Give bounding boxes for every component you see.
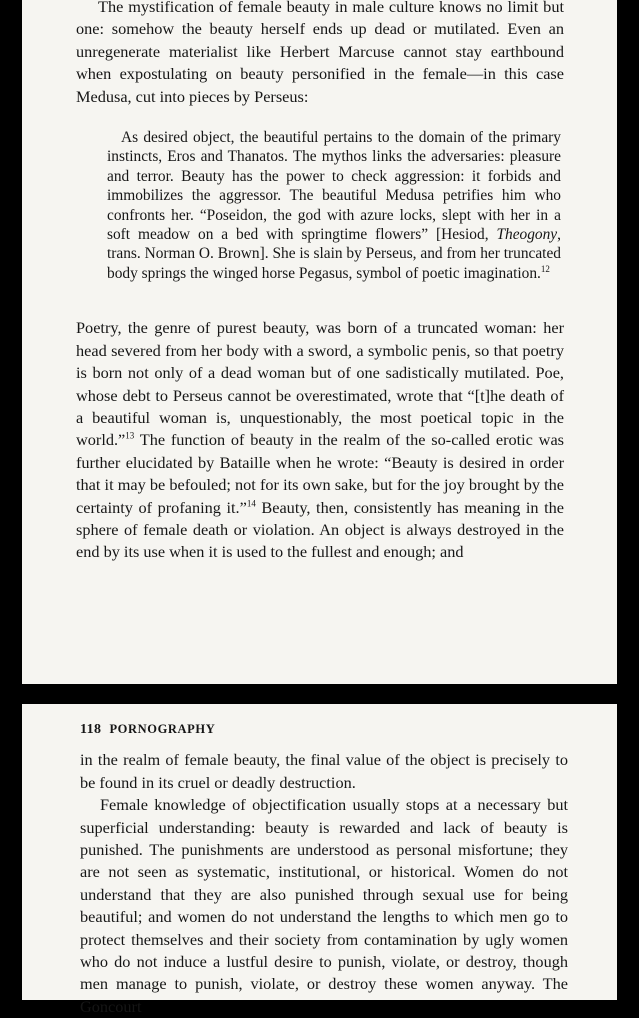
- page-number: 118: [80, 722, 102, 737]
- footnote-marker-12: 12: [540, 263, 550, 274]
- poetry-text-part3: Beauty, then, consistently has meaning in the sphere of female death or violation. An object is always destroyed in the end by its use when it is used to the fullest and enough; and: [76, 497, 564, 562]
- block-quote-marcuse: [107, 128, 561, 283]
- quote-italic-title: Theogony: [496, 226, 558, 244]
- quote-text-part1: As desired object, the beautiful pertains to the domain of the primary instincts, Eros and Thanatos. The mythos links the adversaries: pleasure and terror. Beauty has the power to check aggression: it forbids and immobilizes the aggressor. The beautiful Medusa petrifies him who confronts her. “Poseidon, the god with azure locks, slept with her in a soft meadow on a bed with springtime flowers” [Hesiod,: [107, 129, 561, 244]
- upper-page-text: [76, 0, 564, 564]
- quote-text-part2: , trans. Norman O. Brown]. She is slain by Perseus, and from her truncated body springs the winged horse Pegasus, symbol of poetic imagination.: [107, 226, 561, 282]
- running-head: [80, 718, 568, 741]
- poetry-text-part2: The function of beauty in the realm of the so-called erotic was further elucidated by Bataille when he wrote: “Beauty is desired in order that it may be befouled; not for its own sake, but for the joy brought by the certainty of profaning it.”: [76, 430, 564, 517]
- upper-book-page: [22, 0, 617, 684]
- paragraph-continued: in the realm of female beauty, the final value of the object is precisely to be found in its cruel or deadly destruction.: [80, 750, 568, 792]
- running-title: PORNOGRAPHY: [109, 722, 216, 736]
- paragraph-poetry: [76, 317, 564, 563]
- poetry-text-part1: Poetry, the genre of purest beauty, was born of a truncated woman: her head severed from her body with a sword, a symbolic penis, so that poetry is born not only of a dead woman but of one sadistically mutilated. Poe, whose debt to Perseus cannot be overestimated, wrote that “[t]he death of a beautiful woman is, unquestionably, the most poetical topic in the world.”: [76, 318, 564, 450]
- paragraph-objectification: Female knowledge of objectification usually stops at a necessary but superficial understanding: beauty is rewarded and lack of beauty is punished. The punishments are understood as personal misfortune; they are not seen as systematic, institutional, or historical. Women do not understand that they are also punished through sexual use for being beautiful; and women do not understand the lengths to which men go to protect themselves and their society from contamination by ugly women who do not induce a lustful desire to punish, violate, or destroy, though men manage to punish, violate, or destroy these women anyway. The Goncourt: [80, 795, 568, 1016]
- lower-page-text: [80, 718, 568, 1018]
- paragraph-marcuse-intro: The mystification of female beauty in male culture knows no limit but one: somehow the beauty herself ends up dead or mutilated. Even an unregenerate materialist like Herbert Marcuse cannot stay earthbound when expostulating on beauty personified in the female—in this case Medusa, cut into pieces by Perseus:: [76, 0, 564, 106]
- lower-book-page: [22, 704, 617, 1016]
- footnote-marker-14: 14: [246, 498, 256, 509]
- footnote-marker-13: 13: [125, 430, 135, 441]
